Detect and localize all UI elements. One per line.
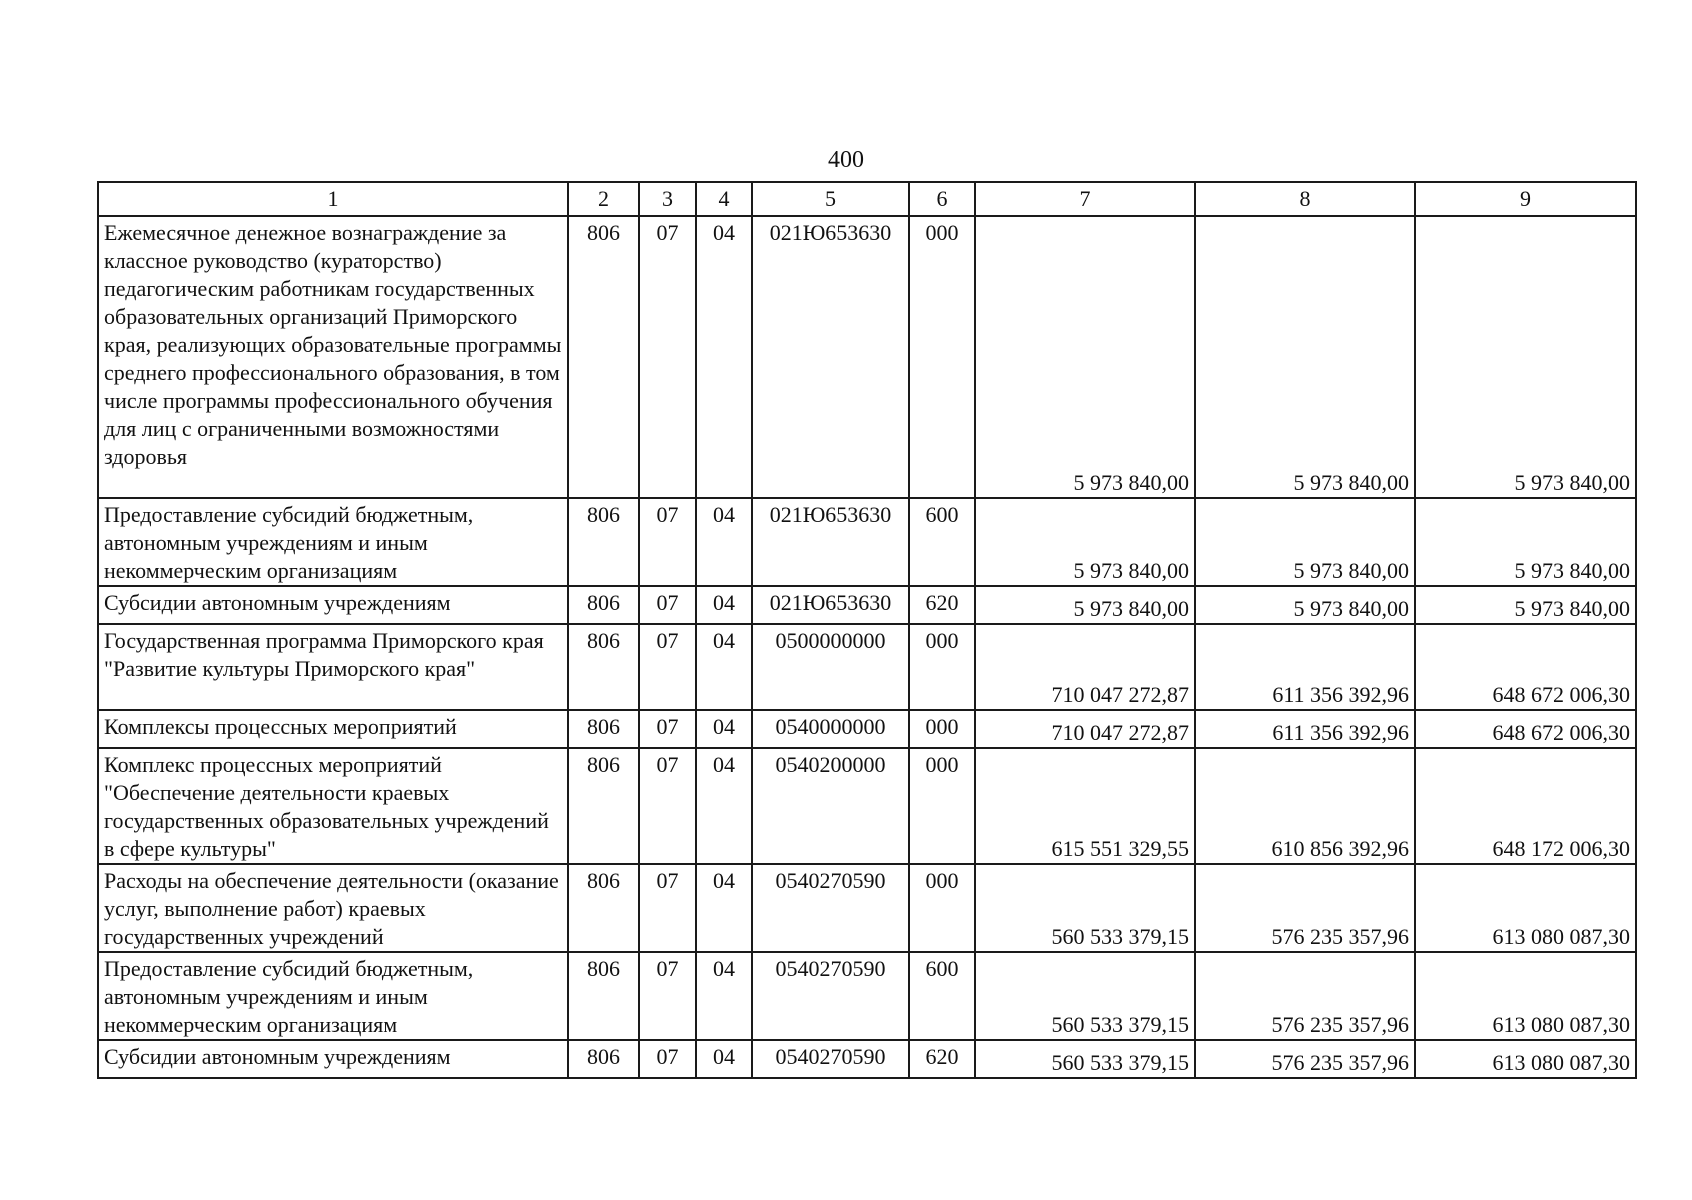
header-cell: 8: [1195, 182, 1415, 216]
row-code-6: 000: [909, 624, 975, 710]
row-description: Предоставление субсидий бюджетным, автономным учреждениям и иным некоммерческим организациям: [98, 952, 568, 1040]
row-description: Расходы на обеспечение деятельности (оказание услуг, выполнение работ) краевых государственных учреждений: [98, 864, 568, 952]
row-amount-8: 576 235 357,96: [1195, 952, 1415, 1040]
row-code-6: 600: [909, 952, 975, 1040]
row-code-5: 021Ю653630: [752, 498, 909, 586]
row-code-4: 04: [696, 748, 752, 864]
row-code-5: 0540270590: [752, 952, 909, 1040]
row-code-2: 806: [568, 498, 639, 586]
row-code-6: 000: [909, 748, 975, 864]
row-code-4: 04: [696, 1040, 752, 1078]
row-amount-9: 5 973 840,00: [1415, 586, 1636, 624]
row-amount-8: 5 973 840,00: [1195, 498, 1415, 586]
row-code-5: 0540000000: [752, 710, 909, 748]
header-row: [98, 182, 1636, 216]
page-number: 400: [828, 147, 864, 173]
row-amount-7: 710 047 272,87: [975, 624, 1195, 710]
row-code-5: 021Ю653630: [752, 586, 909, 624]
header-cell: 1: [98, 182, 568, 216]
row-code-6: 620: [909, 1040, 975, 1078]
row-amount-7: 5 973 840,00: [975, 216, 1195, 498]
header-cell: 3: [639, 182, 696, 216]
row-code-4: 04: [696, 952, 752, 1040]
row-code-6: 600: [909, 498, 975, 586]
row-description: Комплекс процессных мероприятий "Обеспечение деятельности краевых государственных образовательных учреждений в сфере культуры": [98, 748, 568, 864]
row-code-3: 07: [639, 498, 696, 586]
row-code-3: 07: [639, 586, 696, 624]
row-amount-8: 576 235 357,96: [1195, 864, 1415, 952]
row-code-2: 806: [568, 952, 639, 1040]
row-amount-8: 5 973 840,00: [1195, 586, 1415, 624]
row-amount-8: 5 973 840,00: [1195, 216, 1415, 498]
row-code-4: 04: [696, 864, 752, 952]
table-row: [98, 498, 1636, 586]
table-row: [98, 624, 1636, 710]
row-code-4: 04: [696, 216, 752, 498]
row-code-5: 021Ю653630: [752, 216, 909, 498]
row-description: Комплексы процессных мероприятий: [98, 710, 568, 748]
row-code-6: 000: [909, 710, 975, 748]
row-code-4: 04: [696, 498, 752, 586]
row-amount-9: 648 172 006,30: [1415, 748, 1636, 864]
row-code-3: 07: [639, 710, 696, 748]
row-amount-8: 611 356 392,96: [1195, 624, 1415, 710]
row-amount-9: 5 973 840,00: [1415, 216, 1636, 498]
row-code-6: 000: [909, 216, 975, 498]
header-cell: 4: [696, 182, 752, 216]
row-code-3: 07: [639, 952, 696, 1040]
header-cell: 6: [909, 182, 975, 216]
table-row: [98, 216, 1636, 498]
row-code-2: 806: [568, 748, 639, 864]
row-code-2: 806: [568, 710, 639, 748]
row-code-5: 0540270590: [752, 864, 909, 952]
table-row: [98, 864, 1636, 952]
row-code-4: 04: [696, 710, 752, 748]
table-row: [98, 586, 1636, 624]
row-code-5: 0540200000: [752, 748, 909, 864]
row-amount-7: 560 533 379,15: [975, 952, 1195, 1040]
table-row: [98, 952, 1636, 1040]
row-amount-7: 560 533 379,15: [975, 864, 1195, 952]
row-description: Субсидии автономным учреждениям: [98, 1040, 568, 1078]
table-row: [98, 748, 1636, 864]
row-description: Субсидии автономным учреждениям: [98, 586, 568, 624]
row-amount-9: 648 672 006,30: [1415, 624, 1636, 710]
row-code-3: 07: [639, 216, 696, 498]
row-amount-7: 5 973 840,00: [975, 498, 1195, 586]
row-description: Ежемесячное денежное вознаграждение за классное руководство (кураторство) педагогическим работникам государственных образовательных организаций Приморского края, реализующих образовательные программы среднего профессионального образования, в том числе программы профессионального обучения для лиц с ограниченными возможностями здоровья: [98, 216, 568, 498]
row-amount-7: 710 047 272,87: [975, 710, 1195, 748]
row-amount-9: 613 080 087,30: [1415, 1040, 1636, 1078]
row-amount-8: 610 856 392,96: [1195, 748, 1415, 864]
header-cell: 9: [1415, 182, 1636, 216]
row-amount-7: 560 533 379,15: [975, 1040, 1195, 1078]
row-code-2: 806: [568, 624, 639, 710]
row-amount-9: 5 973 840,00: [1415, 498, 1636, 586]
header-cell: 5: [752, 182, 909, 216]
row-code-2: 806: [568, 216, 639, 498]
row-code-3: 07: [639, 624, 696, 710]
row-code-3: 07: [639, 748, 696, 864]
row-code-5: 0540270590: [752, 1040, 909, 1078]
row-code-2: 806: [568, 586, 639, 624]
table-row: [98, 710, 1636, 748]
row-code-4: 04: [696, 586, 752, 624]
row-amount-8: 576 235 357,96: [1195, 1040, 1415, 1078]
row-amount-8: 611 356 392,96: [1195, 710, 1415, 748]
row-description: Предоставление субсидий бюджетным, автономным учреждениям и иным некоммерческим организациям: [98, 498, 568, 586]
budget-table: [97, 181, 1637, 1079]
row-amount-9: 613 080 087,30: [1415, 952, 1636, 1040]
row-amount-7: 5 973 840,00: [975, 586, 1195, 624]
row-code-6: 620: [909, 586, 975, 624]
row-code-3: 07: [639, 1040, 696, 1078]
row-code-5: 0500000000: [752, 624, 909, 710]
row-amount-9: 648 672 006,30: [1415, 710, 1636, 748]
table-row: [98, 1040, 1636, 1078]
row-code-3: 07: [639, 864, 696, 952]
header-cell: 2: [568, 182, 639, 216]
row-code-6: 000: [909, 864, 975, 952]
row-amount-7: 615 551 329,55: [975, 748, 1195, 864]
row-code-2: 806: [568, 1040, 639, 1078]
row-code-2: 806: [568, 864, 639, 952]
row-description: Государственная программа Приморского края "Развитие культуры Приморского края": [98, 624, 568, 710]
row-amount-9: 613 080 087,30: [1415, 864, 1636, 952]
header-cell: 7: [975, 182, 1195, 216]
row-code-4: 04: [696, 624, 752, 710]
